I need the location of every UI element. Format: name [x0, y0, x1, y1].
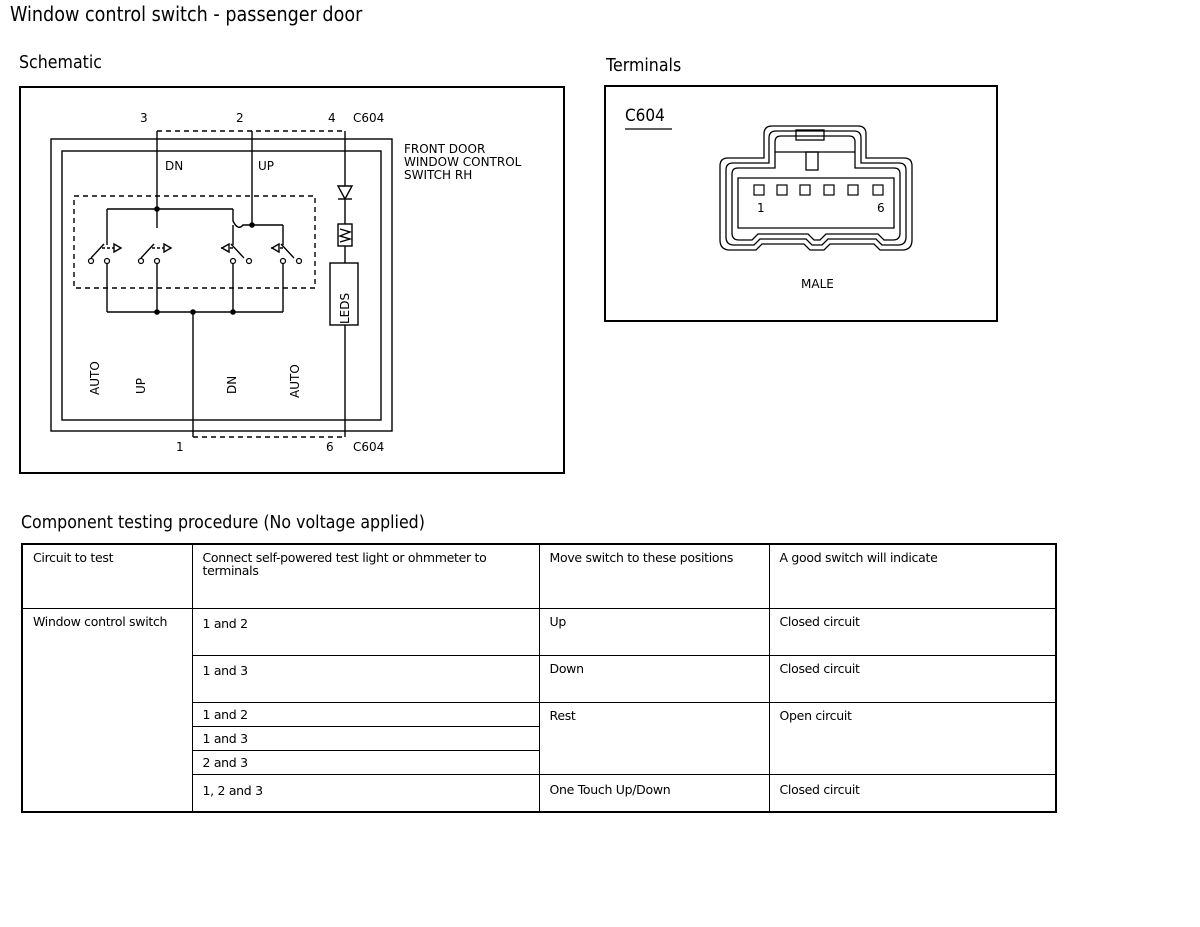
schematic-heading: Schematic	[19, 52, 103, 73]
leds-label: LEDS	[338, 292, 352, 324]
component-label-line2: WINDOW CONTROL	[404, 155, 522, 169]
pin-2-label: 2	[236, 111, 244, 125]
result-cell: Closed circuit	[769, 774, 1056, 812]
position-label-auto-up: AUTO	[88, 361, 102, 395]
header-result: A good switch will indicate	[769, 544, 1056, 608]
header-positions: Move switch to these positions	[539, 544, 769, 608]
circuit-cell: Window control switch	[22, 608, 192, 812]
dn-contact-label: DN	[165, 159, 184, 173]
header-circuit: Circuit to test	[22, 544, 192, 608]
component-label-line1: FRONT DOOR	[404, 142, 486, 156]
terminals-cell: 1 and 3	[192, 655, 539, 702]
terminals-cell: 1 and 2	[192, 608, 539, 655]
terminal-pin-6-label: 6	[877, 201, 885, 215]
position-cell: Up	[539, 608, 769, 655]
terminals-connector-id: C604	[625, 106, 665, 126]
terminals-cell: 2 and 3	[192, 750, 539, 774]
terminal-pin-1-label: 1	[757, 201, 765, 215]
procedure-table	[21, 543, 1057, 813]
position-cell: Down	[539, 655, 769, 702]
table-row	[22, 608, 1056, 655]
up-contact-label: UP	[258, 159, 275, 173]
switch-group-dash	[74, 196, 315, 288]
page-title: Window control switch - passenger door	[10, 2, 363, 26]
position-label-auto-dn: AUTO	[288, 364, 302, 398]
table-header-row	[22, 544, 1056, 608]
header-terminals: Connect self-powered test light or ohmmeter to terminals	[192, 544, 539, 608]
connector-top-label: C604	[353, 111, 385, 125]
result-cell: Closed circuit	[769, 655, 1056, 702]
result-cell: Open circuit	[769, 702, 1056, 774]
terminals-cell: 1 and 3	[192, 726, 539, 750]
pin-6-label: 6	[326, 440, 334, 454]
result-cell: Closed circuit	[769, 608, 1056, 655]
terminals-heading: Terminals	[606, 55, 682, 76]
position-label-dn: DN	[225, 375, 239, 394]
position-cell: Rest	[539, 702, 769, 774]
terminals-cell: 1, 2 and 3	[192, 774, 539, 812]
pin-3-label: 3	[140, 111, 148, 125]
pin-4-label: 4	[328, 111, 336, 125]
position-label-up: UP	[134, 377, 148, 394]
connector-bottom-label: C604	[353, 440, 385, 454]
terminals-cell: 1 and 2	[192, 702, 539, 726]
connector-gender-label: MALE	[801, 277, 834, 291]
component-label-line3: SWITCH RH	[404, 168, 473, 182]
pin-1-label: 1	[176, 440, 184, 454]
position-cell: One Touch Up/Down	[539, 774, 769, 812]
procedure-heading: Component testing procedure (No voltage applied)	[21, 512, 425, 533]
